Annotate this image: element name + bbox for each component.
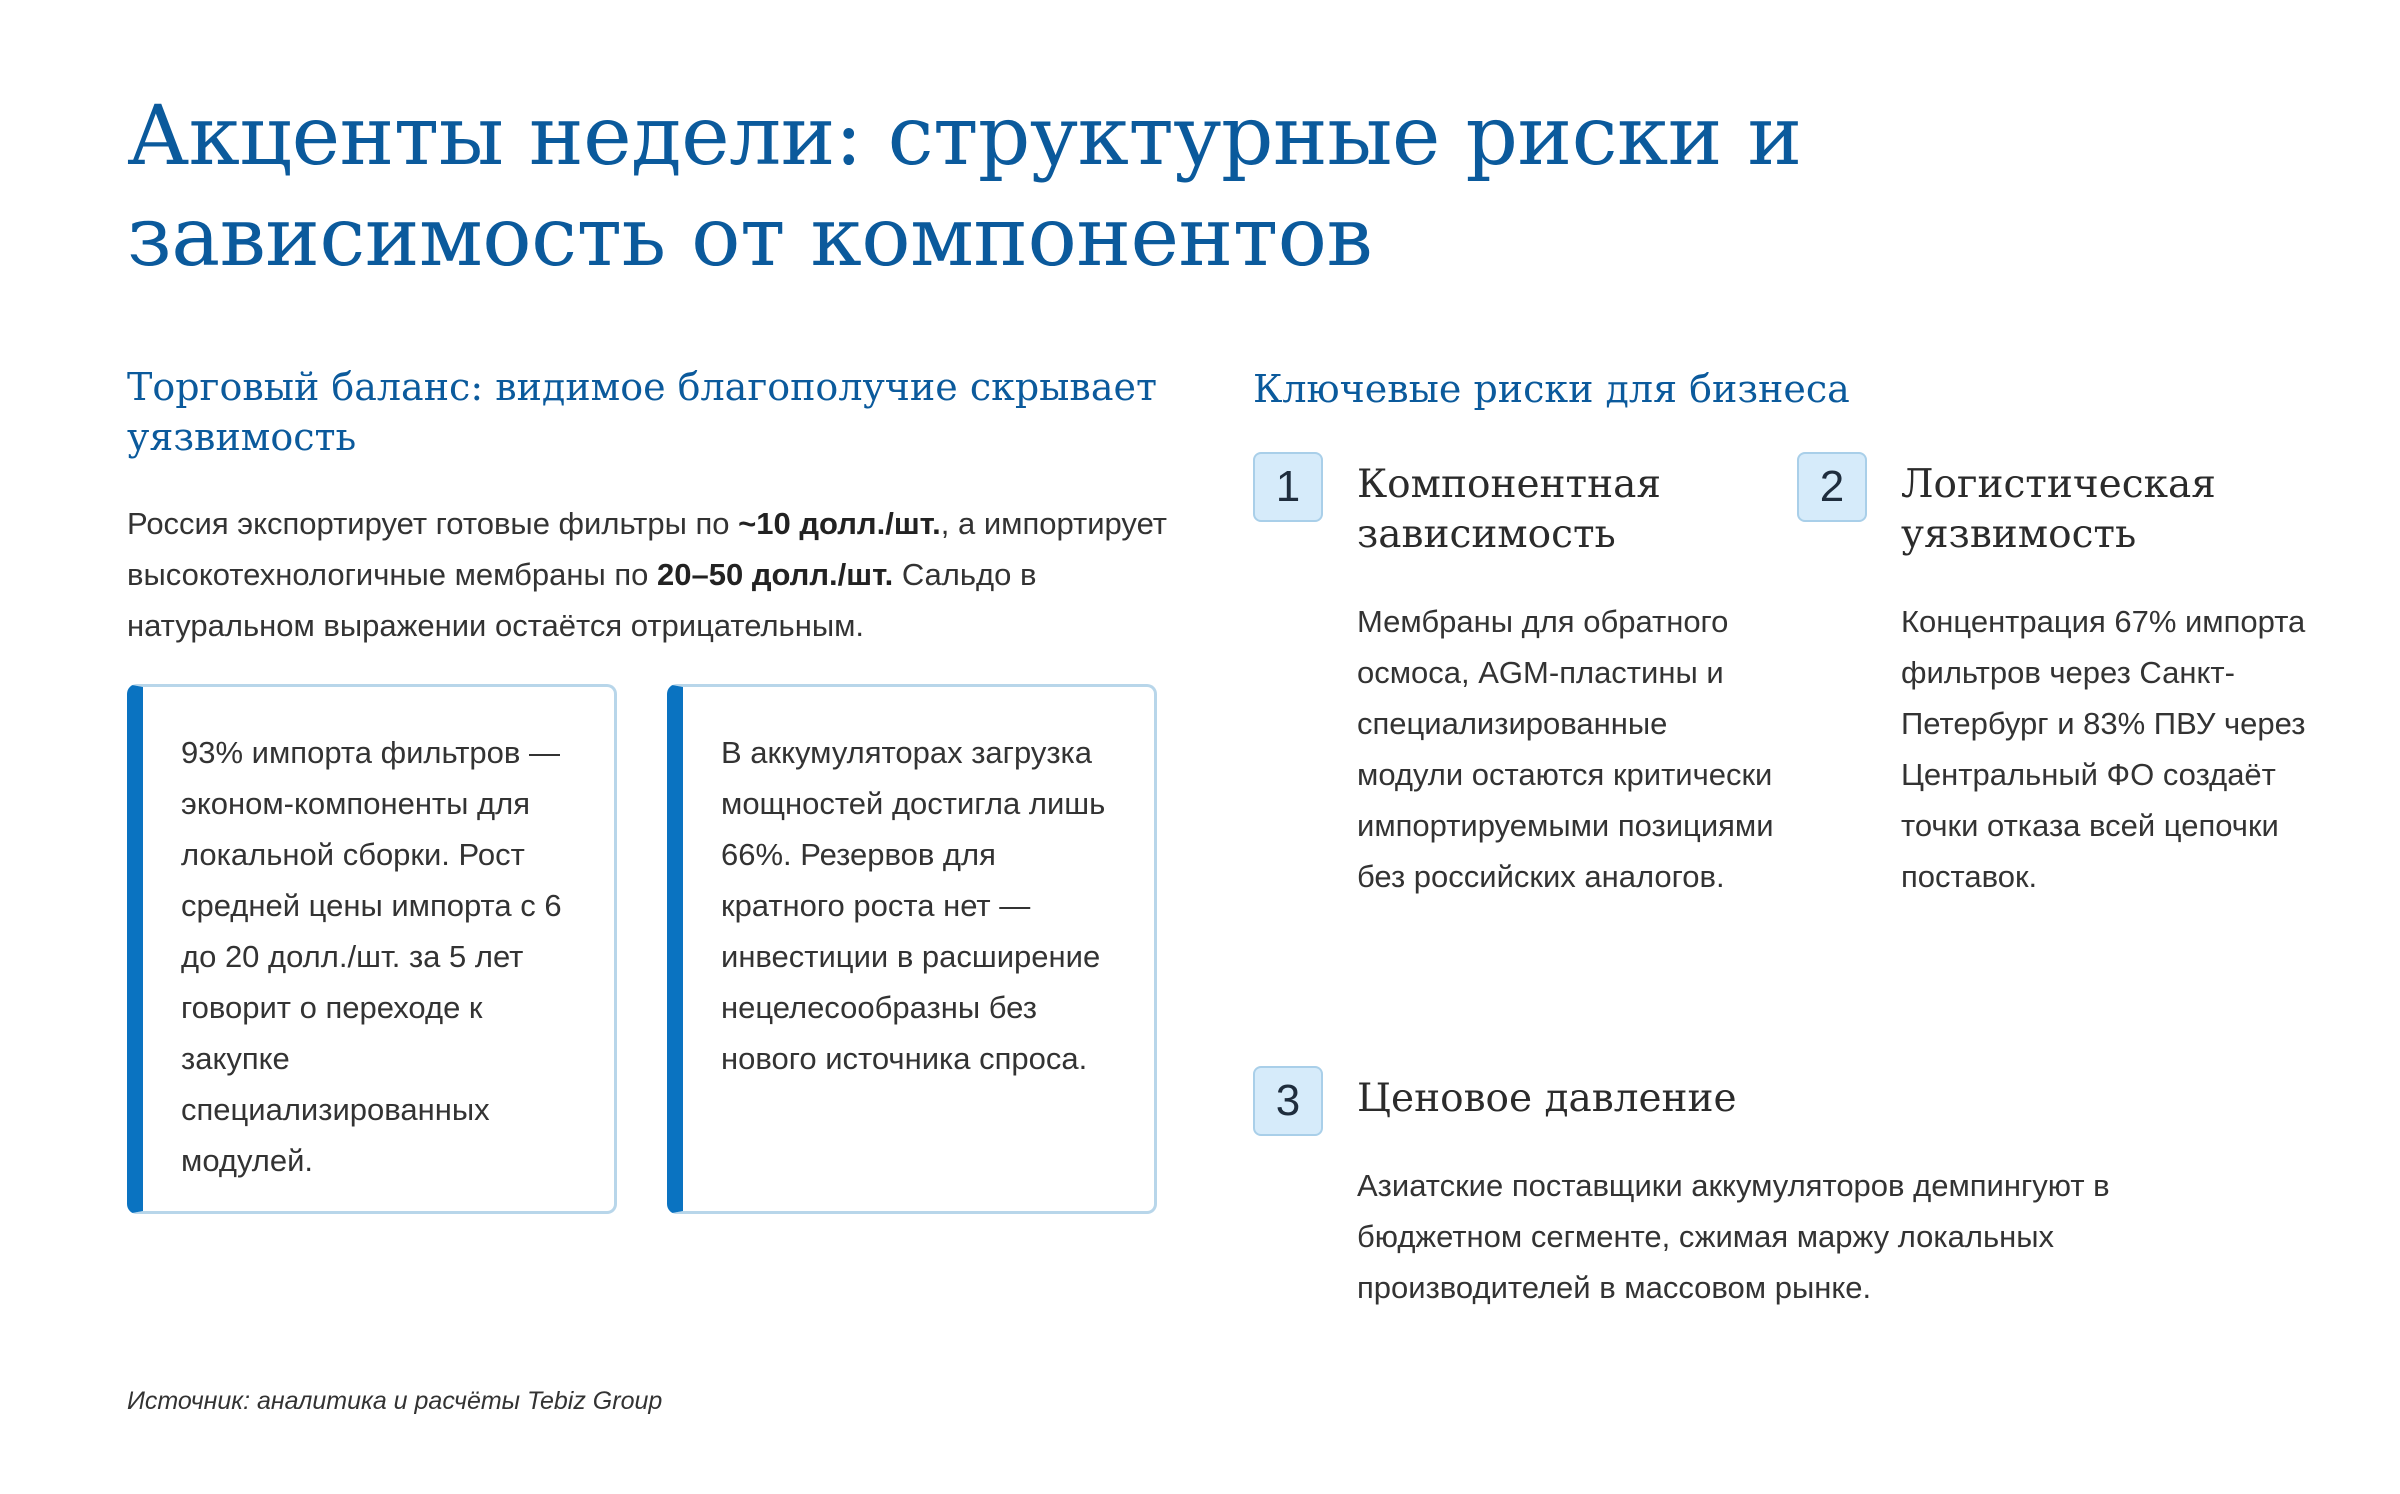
trade-balance-heading: Торговый баланс: видимое благополучие скрывает уязвимость bbox=[127, 365, 1157, 459]
intro-text-3: Сальдо в натуральном выражении остаётся отрицательным. bbox=[127, 557, 1037, 643]
trade-balance-section bbox=[127, 362, 1187, 462]
risks-heading: Ключевые риски для бизнеса bbox=[1253, 367, 1850, 411]
insight-card-text: В аккумуляторах загрузка мощностей достигла лишь 66%. Резервов для кратного роста нет — инвестиции в расширение нецелесообразны без нового источника спроса. bbox=[721, 735, 1106, 1076]
risk-description: Мембраны для обратного осмоса, AGM-пластины и специализированные модули остаются критически импортируемыми позициями без российских аналогов. bbox=[1357, 604, 1774, 894]
insight-card-text: 93% импорта фильтров — эконом-компоненты для локальной сборки. Рост средней цены импорта с 6 до 20 долл./шт. за 5 лет говорит о переходе к закупке специализированных модулей. bbox=[181, 735, 562, 1178]
risk-title: Логистическая уязвимость bbox=[1901, 462, 2216, 557]
risk-title: Компонентная зависимость bbox=[1357, 462, 1661, 557]
page-title: Акценты недели: структурные риски и зависимость от компонентов bbox=[127, 89, 1802, 285]
risk-description: Концентрация 67% импорта фильтров через Санкт-Петербург и 83% ПВУ через Центральный ФО создаёт точки отказа всей цепочки поставок. bbox=[1901, 604, 2306, 894]
source-note: Источник: аналитика и расчёты Tebiz Group bbox=[127, 1387, 663, 1415]
risk-number-badge: 3 bbox=[1253, 1066, 1323, 1136]
intro-text-2: , а импортирует высокотехнологичные мембраны по bbox=[127, 506, 1167, 592]
intro-bold-export-price: ~10 долл./шт. bbox=[738, 506, 941, 541]
risk-number-badge: 1 bbox=[1253, 452, 1323, 522]
insight-card-batteries bbox=[667, 684, 1157, 1214]
risk-description: Азиатские поставщики аккумуляторов демпингуют в бюджетном сегменте, сжимая маржу локальных производителей в массовом рынке. bbox=[1357, 1168, 2110, 1305]
intro-text-1: Россия экспортирует готовые фильтры по bbox=[127, 506, 739, 541]
intro-bold-import-price: 20–50 долл./шт. bbox=[657, 557, 894, 592]
risk-number-badge: 2 bbox=[1797, 452, 1867, 522]
risk-title: Ценовое давление bbox=[1357, 1076, 1737, 1121]
trade-balance-intro bbox=[127, 498, 1187, 651]
insight-card-filters bbox=[127, 684, 617, 1214]
